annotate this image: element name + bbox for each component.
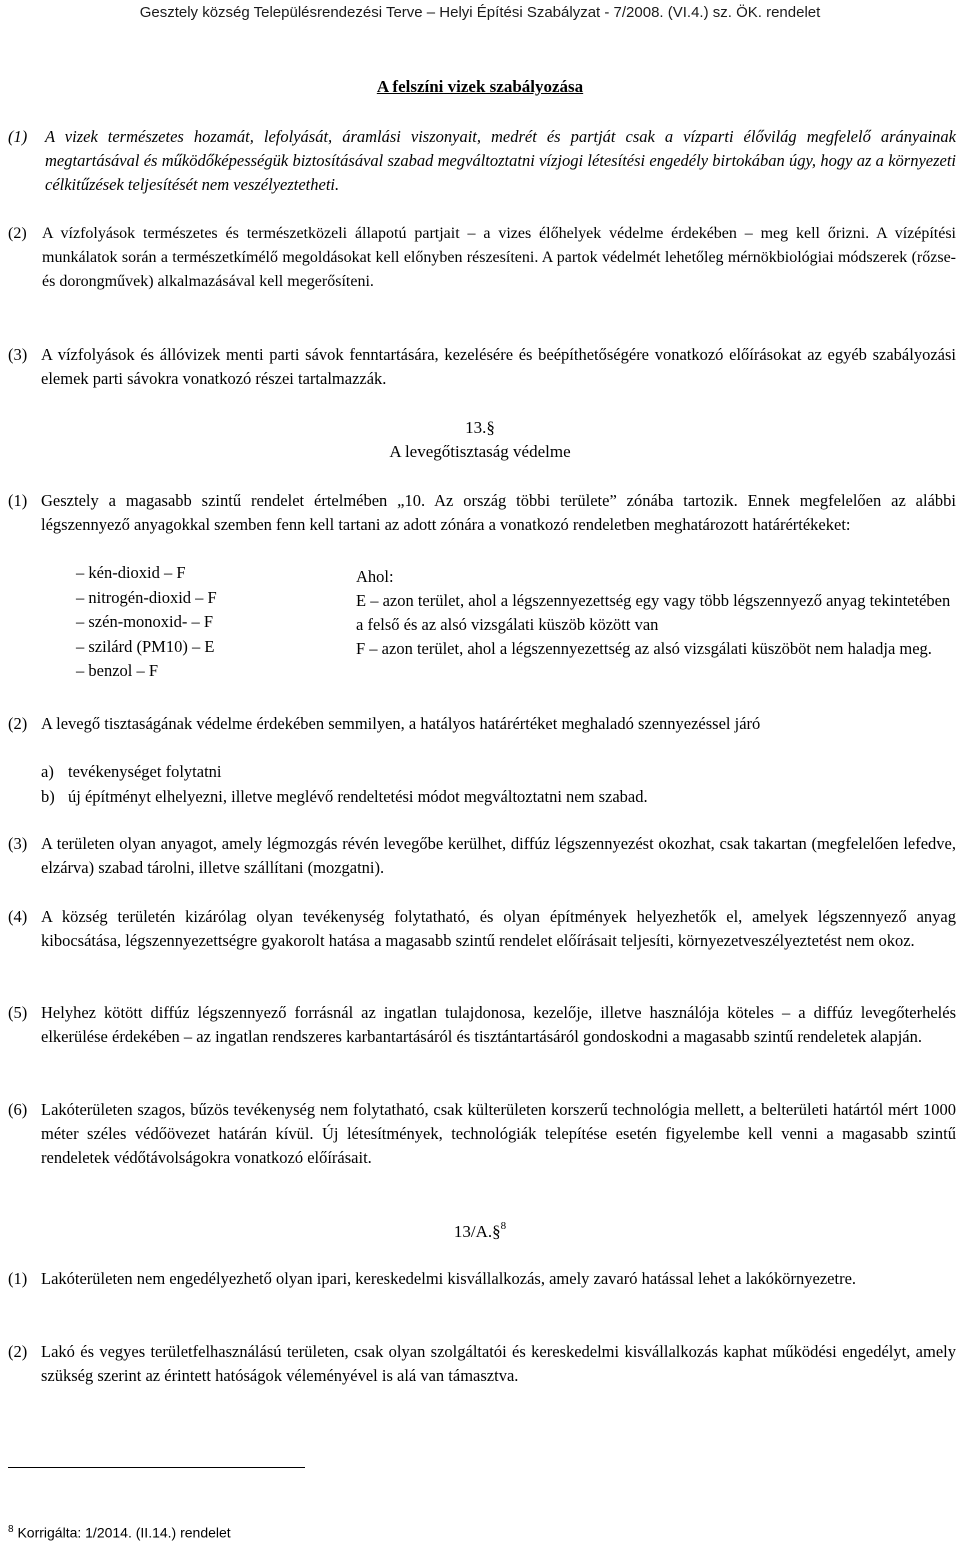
- paragraph-text: Lakó és vegyes területfelhasználású területen, csak olyan szolgáltatói és kereskedelmi kisvállalkozás kaphat működési engedélyt, amely szükség szerint az érintett hatóságok véleményével is alá van támasztva.: [41, 1342, 956, 1385]
- section-13-number: 13.§: [465, 418, 495, 437]
- paragraph-number: (2): [8, 714, 28, 733]
- footnote-reference: 8: [500, 1220, 507, 1232]
- section-13a-paragraph-2: [8, 1340, 956, 1388]
- paragraph-number: (4): [8, 907, 28, 926]
- section-13a-heading: [0, 1220, 960, 1244]
- paragraph-number: (1): [8, 1269, 28, 1288]
- paragraph-text: A vízfolyások természetes és természetközeli állapotú partjait – a vizes élőhelyek védelme érdekében – meg kell őrizni. A vízépítési munkálatok során a természetkímélő megoldásokat kell előnyben részesíteni. A partok védelmét lehetőleg mérnökbiológiai módszerek (rőzse- és dorongművek) alkalmazásával kell megerősíteni.: [42, 225, 956, 290]
- list-item: [41, 760, 222, 784]
- list-item: – benzol – F: [76, 661, 159, 681]
- footnote-separator: [8, 1467, 305, 1468]
- paragraph-number: (3): [8, 345, 28, 364]
- paragraph-text: A vizek természetes hozamát, lefolyását, áramlási viszonyait, medrét és partját csak a vízparti élővilág megfelelő arányainak megtartásával és működőképességük biztosításával szabad megváltoztatni vízjogi létesítési engedély birtokában úgy, hogy az a környezeti célkitűzések teljesítését nem veszélyeztetheti.: [45, 127, 956, 194]
- list-item: – szilárd (PM10) – E: [76, 636, 215, 656]
- paragraph-text: Helyhez kötött diffúz légszennyező forrásnál az ingatlan tulajdonosa, kezelője, illetve használója köteles – a diffúz levegőterhelés elkerülése érdekében – az ingatlan rendszeres karbantartásáról és tisztántartásáról gondoskodni a magasabb szintű rendeletek alapján.: [41, 1003, 956, 1046]
- list-item-label: b): [41, 787, 55, 806]
- pollutant-list: [76, 561, 217, 684]
- legend-e: E – azon terület, ahol a légszennyezettség egy vagy több légszennyező anyag tekintetében a felső és az alsó vizsgálati küszöb között van: [356, 591, 951, 634]
- legend-f: F – azon terület, ahol a légszennyezettség az alsó vizsgálati küszöböt nem haladja meg.: [356, 639, 932, 658]
- paragraph-text: Lakóterületen nem engedélyezhető olyan ipari, kereskedelmi kisvállalkozás, amely zavaró hatással lehet a lakókörnyezetre.: [41, 1269, 857, 1288]
- air-paragraph-2: [8, 712, 956, 736]
- water-paragraph-3: [8, 343, 956, 391]
- air-paragraph-1: [8, 489, 956, 537]
- list-item: – kén-dioxid – F: [76, 563, 186, 582]
- air-paragraph-4: [8, 905, 956, 953]
- paragraph-text: A levegő tisztaságának védelme érdekében semmilyen, a hatályos határértéket meghaladó szennyezéssel járó: [41, 714, 761, 733]
- list-item-text: tevékenységet folytatni: [68, 762, 222, 781]
- air-paragraph-3: [8, 832, 956, 880]
- water-paragraph-1: [8, 125, 956, 197]
- paragraph-number: (1): [8, 491, 28, 510]
- footnote: [8, 1524, 231, 1541]
- footnote-text: Korrigálta: 1/2014. (II.14.) rendelet: [17, 1524, 231, 1541]
- paragraph-text: A területen olyan anyagot, amely légmozgás révén levegőbe kerülhet, diffúz légszennyezést okozhat, csak takartan (megfelelően lefedve, elzárva) szabad tárolni, illetve szállítani (mozgatni).: [41, 834, 956, 877]
- list-item: – szén-monoxid- – F: [76, 612, 214, 632]
- paragraph-number: (2): [8, 1342, 28, 1361]
- page-header: Gesztely község Településrendezési Terve – Helyi Építési Szabályzat - 7/2008. (VI.4.) sz. ÖK. rendelet: [139, 4, 821, 21]
- section-13a-paragraph-1: [8, 1267, 956, 1291]
- paragraph-text: A vízfolyások és állóvizek menti parti sávok fenntartására, kezelésére és beépíthetőségére vonatkozó előírásokat az egyéb szabályozási elemek parti sávokra vonatkozó részei tartalmazzák.: [41, 345, 956, 388]
- paragraph-number: (2): [8, 225, 27, 242]
- paragraph-number: (6): [8, 1100, 28, 1119]
- paragraph-number: (1): [8, 127, 28, 146]
- paragraph-text: Gesztely a magasabb szintű rendelet értelmében „10. Az ország többi területe” zónába tartozik. Ennek megfelelően az alábbi légszennyező anyagokkal szemben fenn kell tartani az adott zónára a vonatkozó rendeletben meghatározott határértékeket:: [41, 491, 956, 534]
- paragraph-text: Lakóterületen szagos, bűzös tevékenység nem folytatható, csak külterületen korszerű technológia mellett, a belterületi határtól mért 1000 méter széles védőövezet határán kívül. Új létesítmények, technológiák telepítése esetén figyelembe kell venni a magasabb szintű rendeletek védőtávolságokra vonatkozó előírásait.: [41, 1100, 956, 1167]
- section-13-title: A levegőtisztaság védelme: [389, 442, 571, 461]
- legend-block: [356, 565, 956, 661]
- list-item: – nitrogén-dioxid – F: [76, 587, 217, 607]
- air-paragraph-6: [8, 1098, 956, 1170]
- paragraph-number: (5): [8, 1003, 28, 1022]
- paragraph-number: (3): [8, 834, 28, 853]
- water-paragraph-2: [8, 222, 956, 294]
- footnote-number: 8: [8, 1524, 14, 1535]
- section-title-surface-waters: A felszíni vizek szabályozása: [376, 77, 584, 96]
- section-13a-number: 13/A.§: [453, 1222, 501, 1241]
- legend-label: Ahol:: [356, 567, 394, 586]
- list-item-text: új építményt elhelyezni, illetve meglévő rendeltetési módot megváltoztatni nem szabad.: [68, 787, 648, 806]
- list-item: [41, 785, 648, 809]
- paragraph-text: A község területén kizárólag olyan tevékenység folytatható, és olyan építmények helyezhetők el, amelyek légszennyező anyag kibocsátása, légszennyezettségre gyakorolt hatása a magasabb szintű rendelet előírásait teljesíti, környezetveszélyeztetést nem okoz.: [41, 907, 956, 950]
- list-item-label: a): [41, 762, 54, 781]
- air-paragraph-5: [8, 1001, 956, 1049]
